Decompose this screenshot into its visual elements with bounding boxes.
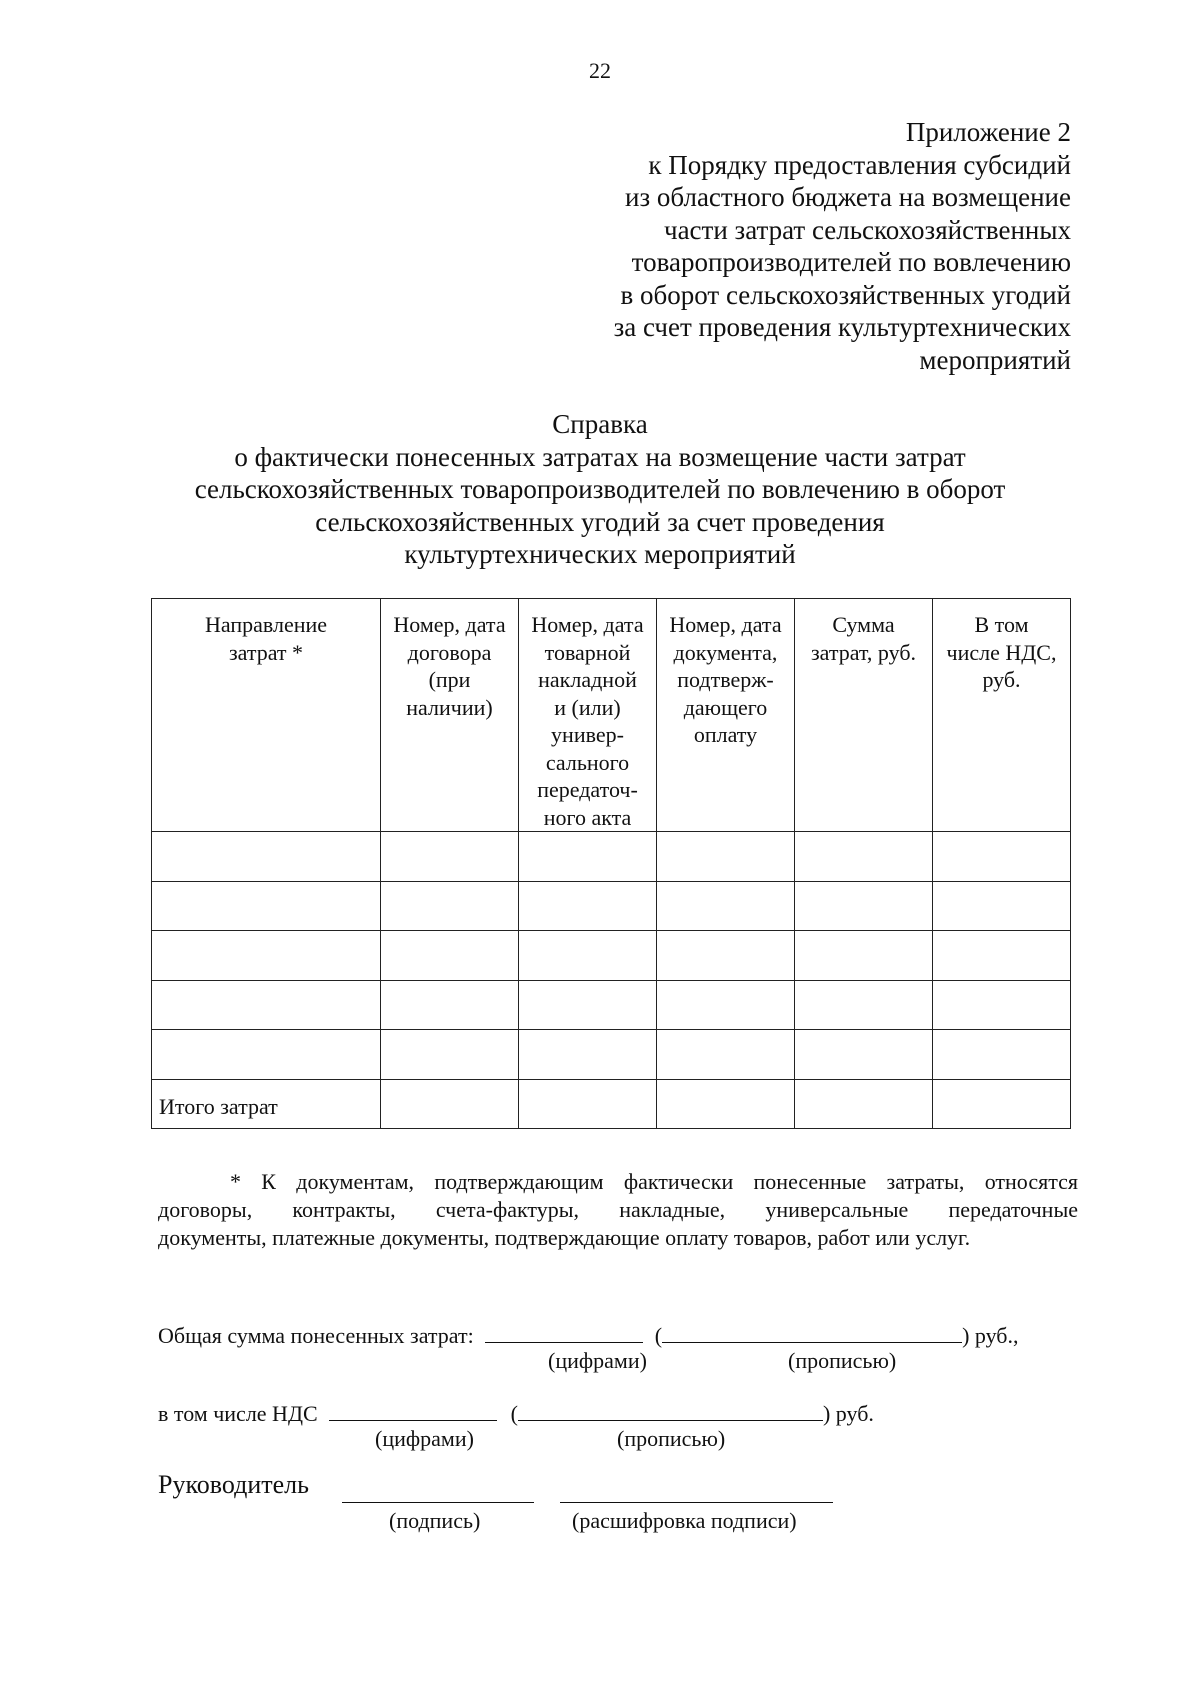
table-cell[interactable] [519,1030,657,1080]
header-contract [381,599,519,832]
costs-table [151,598,1071,1129]
vat-digits-caption: (цифрами) [375,1426,474,1451]
words-caption: (прописью) [788,1348,897,1373]
total-sum-row [158,1320,1019,1349]
table-cell[interactable] [152,980,381,1030]
table-cell[interactable] [381,1030,519,1080]
header-text: дающего [683,694,768,720]
table-cell[interactable] [933,931,1071,981]
header-text: Сумма [832,612,895,637]
header-text: Направление [204,612,328,637]
vat-digits-field[interactable] [329,1398,497,1421]
table-cell[interactable] [933,980,1071,1030]
header-text: наличии) [406,694,493,720]
table-row [152,931,1071,981]
total-sum-label: Общая сумма понесенных затрат: [158,1323,474,1348]
header-text: товарной [544,639,631,665]
open-paren: ( [654,1323,663,1348]
header-text: накладной [538,667,637,692]
table-cell[interactable] [519,1079,657,1129]
header-text: передаточ- [537,777,638,802]
table-cell[interactable] [657,931,795,981]
rub-suffix: ) руб., [962,1323,1019,1348]
table-cell[interactable] [795,980,933,1030]
header-text: Номер, дата [669,612,782,637]
table-row [152,1030,1071,1080]
header-text: затрат, руб. [810,639,917,665]
header-text: оплату [693,722,758,747]
table-row [152,881,1071,931]
table-cell[interactable] [519,931,657,981]
table-cell[interactable] [519,832,657,882]
header-text: и (или) [554,694,621,720]
table-cell[interactable] [795,1030,933,1080]
table-cell[interactable] [381,832,519,882]
table-header-row [152,599,1071,832]
appendix-line: в оборот сельскохозяйственных угодий [620,279,1071,310]
table-cell[interactable] [152,832,381,882]
table-cell[interactable] [933,832,1071,882]
appendix-line: к Порядку предоставления субсидий [648,149,1071,180]
header-text: ного акта [543,804,632,830]
table-cell[interactable] [795,931,933,981]
header-text: затрат * [228,639,304,665]
header-invoice [519,599,657,832]
table-cell[interactable] [381,931,519,981]
table-cell[interactable] [933,1079,1071,1129]
title-line: о фактически понесенных затратах на возмещение части затрат [234,441,966,472]
header-text: Номер, дата [393,612,506,637]
title-line: сельскохозяйственных товаропроизводителей по вовлечению в оборот [194,474,1006,504]
title-line: культуртехнических мероприятий [404,539,796,569]
signature-field[interactable] [342,1480,534,1503]
table-cell[interactable] [152,881,381,931]
table-cell[interactable] [795,1079,933,1129]
table-cell[interactable] [657,881,795,931]
footnote-line: документы, платежные документы, подтверждающие оплату товаров, работ или услуг. [158,1225,971,1250]
digits-caption: (цифрами) [548,1348,647,1373]
footnote-line: договоры, контракты, счета-фактуры, накладные, универсальные передаточные [158,1197,1078,1222]
title-line: сельскохозяйственных угодий за счет проведения [315,506,885,537]
table-cell[interactable] [519,881,657,931]
total-row [152,1079,1071,1129]
table-cell[interactable] [381,980,519,1030]
table-row [152,980,1071,1030]
page-number: 22 [589,58,611,83]
header-text: договора [407,639,492,665]
table-cell[interactable] [657,832,795,882]
document-title [0,408,1200,571]
vat-words-field[interactable] [518,1398,823,1421]
appendix-line: за счет проведения культуртехнических [613,312,1071,342]
table-cell[interactable] [795,832,933,882]
table-cell[interactable] [795,881,933,931]
sign-caption: (подпись) [389,1508,481,1533]
total-label: Итого затрат [152,1079,381,1129]
header-text: руб. [982,667,1021,692]
open-paren: ( [510,1401,518,1426]
appendix-line: Приложение 2 [905,117,1071,147]
footnote [158,1168,1078,1252]
header-text: сального [545,749,630,775]
header-vat [933,599,1071,832]
table-cell[interactable] [657,1030,795,1080]
vat-words-caption: (прописью) [617,1426,726,1451]
appendix-header [511,116,1071,376]
vat-row [158,1398,874,1427]
header-payment-doc [657,599,795,832]
header-amount [795,599,933,832]
table-cell[interactable] [381,1079,519,1129]
table-cell[interactable] [933,881,1071,931]
table-cell[interactable] [381,881,519,931]
table-cell[interactable] [519,980,657,1030]
rub-suffix: ) руб. [822,1401,874,1426]
title-line: Справка [552,409,648,439]
appendix-line: из областного бюджета на возмещение [625,182,1071,212]
header-text: подтверж- [677,667,774,692]
header-text: числе НДС, [946,639,1057,665]
header-text: В том [974,612,1029,637]
vat-label: в том числе НДС [158,1401,318,1426]
table-cell[interactable] [657,1079,795,1129]
header-text: документа, [673,639,778,665]
table-cell[interactable] [933,1030,1071,1080]
footnote-line: * К документам, подтверждающим фактически понесенные затраты, относятся [230,1169,1078,1194]
table-cell[interactable] [657,980,795,1030]
decode-caption: (расшифровка подписи) [572,1508,797,1533]
header-text: (при [428,667,471,692]
table-cell[interactable] [152,1030,381,1080]
signature-decode-field[interactable] [560,1480,833,1503]
total-words-field[interactable] [662,1320,962,1343]
appendix-line: товаропроизводителей по вовлечению [631,247,1071,277]
table-cell[interactable] [152,931,381,981]
head-label: Руководитель [158,1470,309,1499]
table-row [152,832,1071,882]
header-text: Номер, дата [531,612,644,637]
appendix-line: части затрат сельскохозяйственных [663,214,1071,245]
header-text: универ- [551,722,624,747]
appendix-line: мероприятий [919,344,1071,375]
total-digits-field[interactable] [485,1320,643,1343]
header-cost-direction [152,599,381,832]
